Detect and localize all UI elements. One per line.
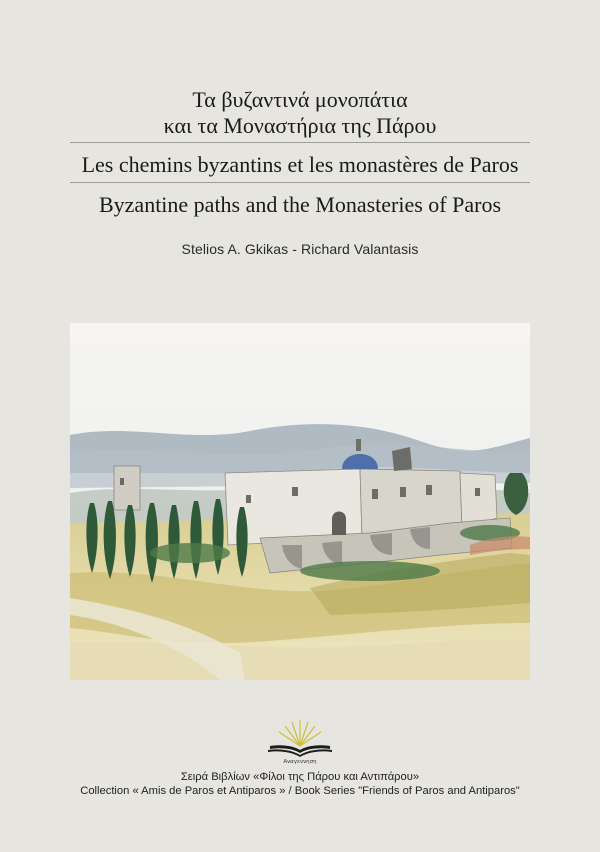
- title-greek-line1: Τα βυζαντινά μονοπάτια: [192, 87, 408, 112]
- title-english: Byzantine paths and the Monasteries of Paros: [98, 192, 501, 217]
- divider-rule: [70, 182, 530, 183]
- series-fr-en: Collection « Amis de Paros et Antiparos » / Book Series "Friends of Paros and Antiparos": [80, 785, 520, 797]
- title-greek-line2: και τα Μοναστήρια της Πάρου: [163, 113, 437, 138]
- publisher-name: Αναγεννηση: [283, 759, 317, 765]
- open-book-sunrays-logo: [260, 716, 340, 760]
- series-greek: Σειρά Βιβλίων «Φίλοι της Πάρου και Αντιπάρου»: [180, 771, 420, 783]
- authors: Stelios A. Gkikas - Richard Valantasis: [181, 241, 419, 257]
- divider-rule: [70, 142, 530, 143]
- title-french: Les chemins byzantins et les monastères de Paros: [81, 152, 519, 177]
- cover-painting: [70, 323, 530, 680]
